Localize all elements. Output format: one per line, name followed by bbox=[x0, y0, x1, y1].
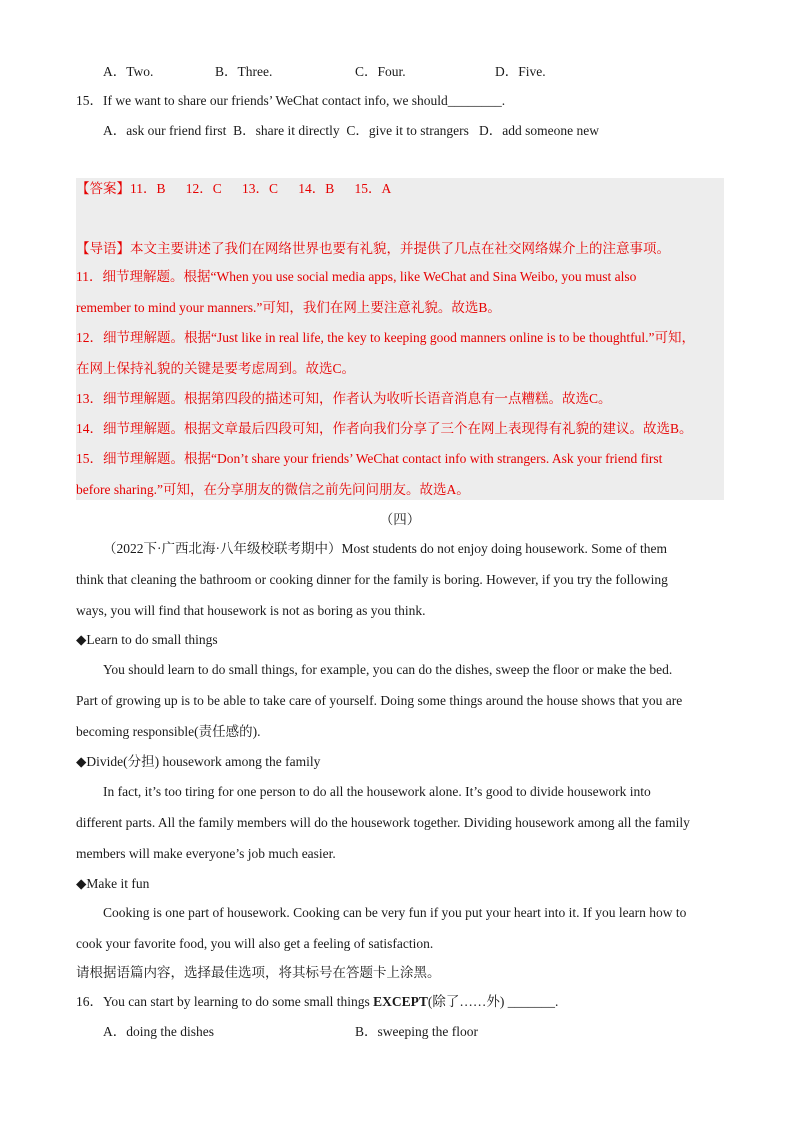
explanation-12a: 12．细节理解题。根据“Just like in real life, the key to keeping good manners online is to be thoughtful.”可知， bbox=[76, 330, 696, 345]
q15-options: A．ask our friend first B．share it directly C．give it to strangers D．add someone new bbox=[103, 123, 600, 138]
q16-option-a: A．doing the dishes bbox=[103, 1024, 214, 1039]
explanation-13: 13．细节理解题。根据第四段的描述可知，作者认为收听长语音消息有一点糟糕。故选C。 bbox=[76, 391, 612, 406]
q16-option-b: B．sweeping the floor bbox=[355, 1024, 478, 1039]
explanation-11a: 11．细节理解题。根据“When you use social media apps, like WeChat and Sina Weibo, you must also bbox=[76, 269, 637, 284]
explanation-15b: before sharing.”可知，在分享朋友的微信之前先问问朋友。故选A。 bbox=[76, 482, 470, 497]
answer-line: 【答案】11．B 12．C 13．C 14．B 15．A bbox=[76, 181, 392, 196]
passage-line: becoming responsible(责任感的). bbox=[76, 724, 261, 739]
passage-heading-1: ◆Learn to do small things bbox=[76, 632, 218, 647]
passage-line: Part of growing up is to be able to take care of yourself. Doing some things around the house shows that you are bbox=[76, 693, 683, 708]
explanation-11b: remember to mind your manners.”可知，我们在网上要注意礼貌。故选B。 bbox=[76, 300, 501, 315]
q16-stem-pre: 16．You can start by learning to do some small things bbox=[76, 994, 374, 1009]
passage-line: Cooking is one part of housework. Cooking can be very fun if you put your heart into it. If you learn how to bbox=[103, 905, 687, 920]
passage-line: cook your favorite food, you will also get a feeling of satisfaction. bbox=[76, 936, 434, 951]
q14-option-a: A．Two. bbox=[103, 64, 154, 79]
passage-line: different parts. All the family members will do the housework together. Dividing housework among all the family bbox=[76, 815, 690, 830]
instruction-text: 请根据语篇内容，选择最佳选项，将其标号在答题卡上涂黑。 bbox=[76, 965, 441, 980]
passage-line: You should learn to do small things, for example, you can do the dishes, sweep the floor or make the bed. bbox=[103, 662, 673, 677]
q15-stem: 15．If we want to share our friends’ WeChat contact info, we should________. bbox=[76, 93, 506, 108]
passage-line: members will make everyone’s job much easier. bbox=[76, 846, 336, 861]
q14-option-d: D．Five. bbox=[495, 64, 546, 79]
q14-option-b: B．Three. bbox=[215, 64, 273, 79]
explanation-14: 14．细节理解题。根据文章最后四段可知，作者向我们分享了三个在网上表现得有礼貌的建议。故选B。 bbox=[76, 421, 693, 436]
passage-heading-2: ◆Divide(分担) housework among the family bbox=[76, 754, 321, 769]
passage-line: think that cleaning the bathroom or cooking dinner for the family is boring. However, if you try the following bbox=[76, 572, 668, 587]
guide-text: 【导语】本文主要讲述了我们在网络世界也要有礼貌，并提供了几点在社交网络媒介上的注意事项。 bbox=[76, 241, 670, 256]
q16-stem bbox=[76, 993, 558, 1011]
passage-line: （2022下·广西北海·八年级校联考期中）Most students do not enjoy doing housework. Some of them bbox=[103, 541, 667, 556]
passage-heading-3: ◆Make it fun bbox=[76, 876, 150, 891]
q14-option-c: C．Four. bbox=[355, 64, 406, 79]
q16-stem-except: EXCEPT bbox=[373, 994, 428, 1009]
section-title: （四） bbox=[379, 512, 421, 527]
explanation-12b: 在网上保持礼貌的关键是要考虑周到。故选C。 bbox=[76, 361, 356, 376]
passage-line: In fact, it’s too tiring for one person to do all the housework alone. It’s good to divide housework into bbox=[103, 784, 651, 799]
explanation-15a: 15．细节理解题。根据“Don’t share your friends’ WeChat contact info with strangers. Ask your friend first bbox=[76, 451, 663, 466]
q16-stem-post: (除了……外) _______. bbox=[427, 994, 559, 1009]
passage-line: ways, you will find that housework is not as boring as you think. bbox=[76, 603, 426, 618]
